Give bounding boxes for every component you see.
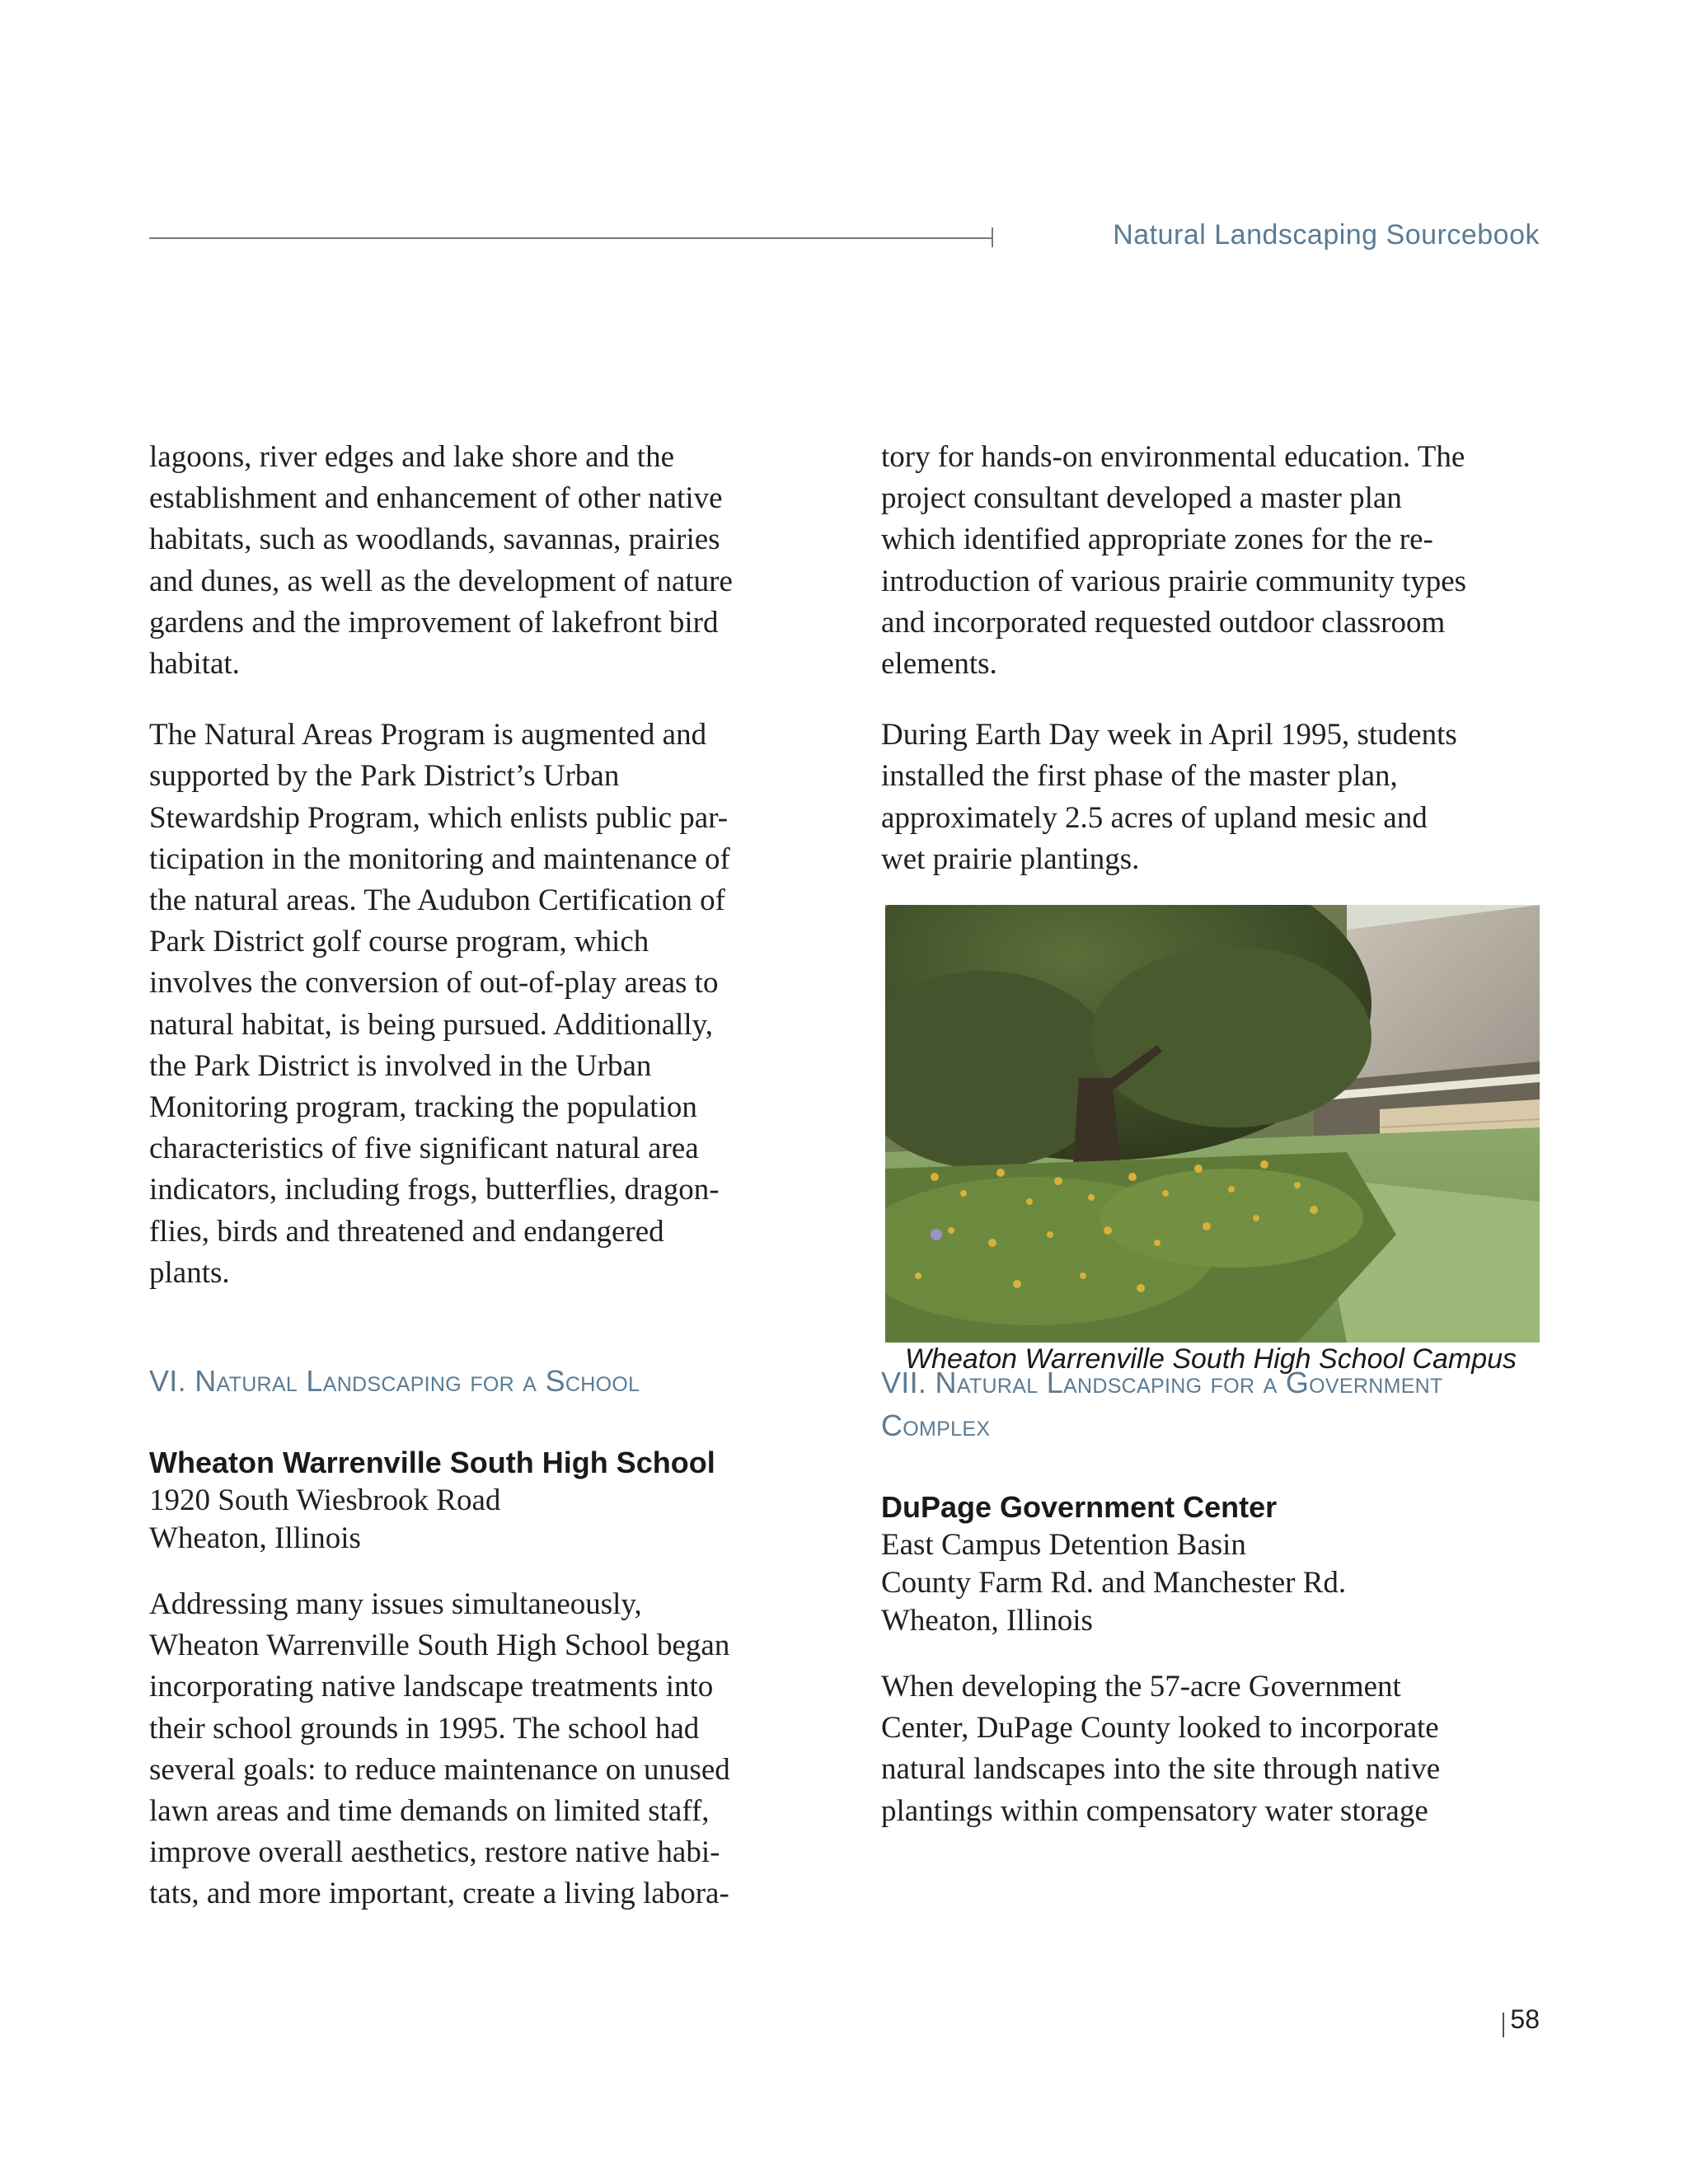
text-line: gardens and the improvement of lakefront bird	[149, 605, 719, 640]
photo-caption: Wheaton Warrenville South High School Campus	[904, 1343, 1517, 1375]
text-line: flies, birds and threatened and endangered	[149, 1214, 664, 1249]
left-column	[149, 437, 842, 1915]
text-line: involves the conversion of out-of-play areas to	[149, 966, 719, 1001]
text-line: When developing the 57-acre Government	[881, 1670, 1401, 1704]
page-number: 58	[1510, 2004, 1540, 2034]
text-line: several goals: to reduce maintenance on unused	[149, 1752, 730, 1787]
header-rule	[149, 237, 993, 239]
text-line: incorporating native landscape treatments into	[149, 1670, 714, 1704]
running-head: Natural Landscaping Sourcebook	[1113, 219, 1540, 251]
text-line: and dunes, as well as the development of nature	[149, 564, 733, 598]
text-line: indicators, including frogs, butterflies, dragon-	[149, 1173, 720, 1207]
text-line: natural landscapes into the site through native	[881, 1752, 1441, 1787]
address-line: County Farm Rd. and Manchester Rd.	[881, 1566, 1347, 1601]
text-line: tory for hands-on environmental education. The	[881, 440, 1465, 474]
text-line: Center, DuPage County looked to incorporate	[881, 1711, 1439, 1746]
campus-photo	[885, 905, 1540, 1343]
text-line: and incorporated requested outdoor classroom	[881, 605, 1446, 640]
text-line: project consultant developed a master plan	[881, 481, 1402, 516]
text-line: habitat.	[149, 647, 240, 682]
text-line: the Park District is involved in the Urban	[149, 1048, 652, 1083]
left-paragraph-3	[149, 1584, 842, 1915]
site-name: DuPage Government Center	[881, 1490, 1278, 1525]
text-line: which identified appropriate zones for the re-	[881, 523, 1433, 557]
header-rule-tick	[992, 227, 993, 247]
text-line: wet prairie plantings.	[881, 841, 1140, 876]
right-paragraph-2	[881, 715, 1540, 880]
text-line: characteristics of five significant natural area	[149, 1132, 699, 1166]
left-paragraph-1	[149, 437, 842, 685]
section-heading-line: Complex	[881, 1408, 991, 1443]
text-line: Park District golf course program, which	[149, 925, 649, 959]
site-name: Wheaton Warrenville South High School	[149, 1446, 715, 1480]
section-heading-line: VII. Natural Landscaping for a Government	[881, 1366, 1443, 1400]
text-line: elements.	[881, 647, 997, 682]
text-line: approximately 2.5 acres of upland mesic and	[881, 800, 1428, 835]
text-line: the natural areas. The Audubon Certification of	[149, 883, 726, 918]
text-line: The Natural Areas Program is augmented and	[149, 718, 707, 752]
address-line: East Campus Detention Basin	[881, 1528, 1246, 1563]
address-line: Wheaton, Illinois	[149, 1521, 361, 1556]
text-line: supported by the Park District’s Urban	[149, 759, 620, 794]
text-line: their school grounds in 1995. The school had	[149, 1711, 700, 1746]
text-line: improve overall aesthetics, restore native habi-	[149, 1835, 720, 1870]
text-line: Addressing many issues simultaneously,	[149, 1587, 642, 1622]
address-line: Wheaton, Illinois	[881, 1604, 1093, 1638]
text-line: ticipation in the monitoring and maintenance of	[149, 841, 730, 876]
right-paragraph-1	[881, 437, 1540, 685]
section-heading-vi: VI. Natural Landscaping for a School	[149, 1364, 640, 1399]
text-line: lagoons, river edges and lake shore and the	[149, 440, 675, 474]
text-line: Monitoring program, tracking the population	[149, 1090, 697, 1125]
text-line: natural habitat, is being pursued. Additionally,	[149, 1007, 714, 1042]
address-line: 1920 South Wiesbrook Road	[149, 1483, 501, 1518]
text-line: introduction of various prairie community types	[881, 564, 1467, 598]
text-line: plants.	[149, 1255, 230, 1290]
text-line: installed the first phase of the master plan,	[881, 759, 1398, 794]
text-line: establishment and enhancement of other native	[149, 481, 723, 516]
text-line: tats, and more important, create a living labora-	[149, 1877, 729, 1911]
right-paragraph-3	[881, 1666, 1540, 1832]
text-line: lawn areas and time demands on limited staff,	[149, 1794, 710, 1829]
text-line: plantings within compensatory water storage	[881, 1793, 1428, 1828]
campus-photo-illustration	[885, 905, 1540, 1343]
text-line: Stewardship Program, which enlists public par-	[149, 800, 729, 835]
left-paragraph-2	[149, 715, 842, 1294]
text-line: Wheaton Warrenville South High School began	[149, 1629, 730, 1663]
text-line: habitats, such as woodlands, savannas, prairies	[149, 523, 720, 557]
text-line: During Earth Day week in April 1995, students	[881, 718, 1457, 752]
